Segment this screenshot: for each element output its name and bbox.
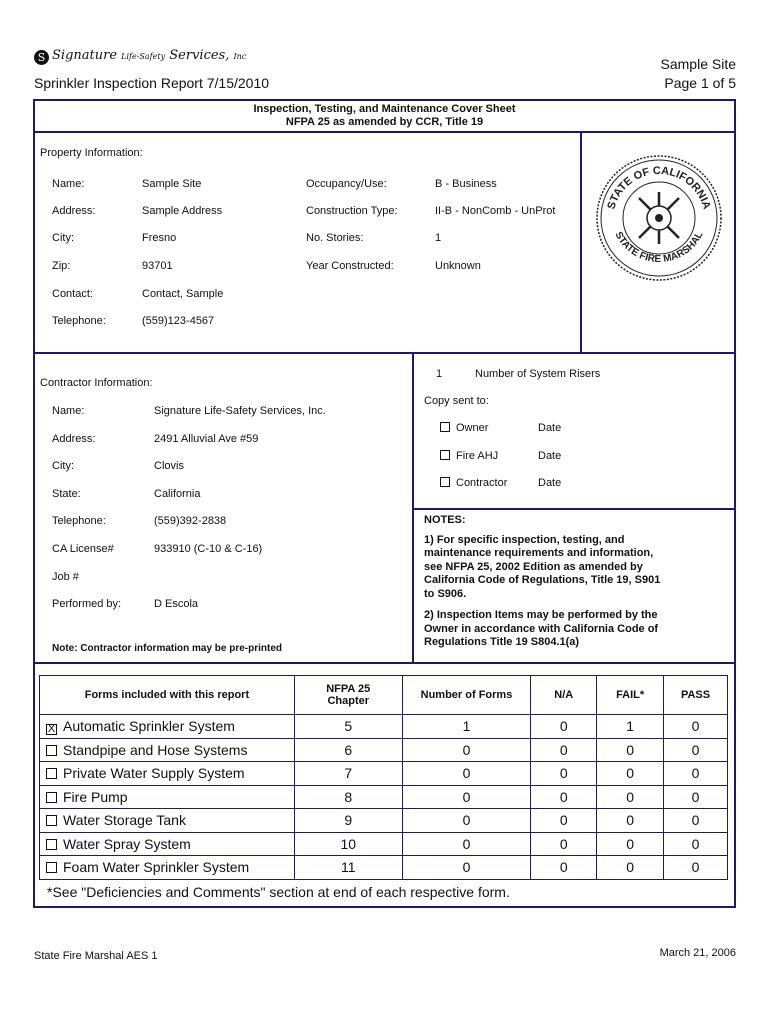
note-1-line-1: 1) For specific inspection, testing, and [424,533,625,546]
form-number-cell: 0 [402,785,531,809]
contractor-address-label: Address: [52,433,96,445]
table-row [40,738,728,762]
note-2-line-2: Owner in accordance with California Code of [424,622,659,635]
note-2-line-3: Regulations Title 19 S804.1(a) [424,636,580,648]
form-name: Private Water Supply System [63,765,245,782]
page-number: Page 1 of 5 [664,75,736,91]
form-pass-cell: 0 [664,809,728,833]
copy-owner-date: Date [538,422,562,434]
form-fail-cell: 0 [597,738,664,762]
divider [33,662,736,664]
occupancy-value: B - Business [435,178,497,190]
owner-checkbox[interactable] [440,422,450,432]
form-number-cell: 0 [402,762,531,786]
stories-value: 1 [435,232,442,244]
notes-heading: NOTES: [424,514,466,526]
contractor-license-label: CA License# [52,543,114,555]
deficiencies-footnote: *See "Deficiencies and Comments" section at end of each respective form. [47,884,510,900]
footer-date: March 21, 2006 [659,947,736,959]
form-included-checkbox[interactable] [46,815,57,826]
company-logo: S Signature Life-Safety Services, Inc [34,48,246,65]
fire-ahj-checkbox[interactable] [440,450,450,460]
property-name: Sample Site [142,178,202,190]
property-heading: Property Information: [40,147,143,159]
table-row [40,809,728,833]
contractor-name-label: Name: [52,405,85,417]
form-included-checkbox[interactable]: X [47,722,56,735]
risers-label: Number of System Risers [475,368,601,380]
property-city: Fresno [142,232,177,244]
copy-fire-ahj: Fire AHJ [440,450,498,462]
year-value: Unknown [435,260,481,272]
logo-icon: S [34,50,49,65]
svg-text:STATE FIRE MARSHAL: STATE FIRE MARSHAL [612,230,706,266]
form-number-cell: 0 [402,856,531,880]
form-pass-cell: 0 [664,762,728,786]
form-na-cell: 0 [531,856,597,880]
form-name-cell [40,856,295,880]
contractor-checkbox[interactable] [440,477,450,487]
form-chapter-cell: 11 [294,856,402,880]
cover-title-line1: Inspection, Testing, and Maintenance Cover Sheet [253,103,516,115]
copy-owner: Owner [440,422,488,434]
contractor-performed-by: D Escola [154,598,199,610]
form-number-cell: 0 [402,738,531,762]
table-row [40,715,728,739]
form-chapter-cell: 5 [294,715,402,739]
property-telephone: (559)123-4567 [142,315,215,327]
form-name: Water Storage Tank [63,812,186,829]
copy-fire-ahj-date: Date [538,450,562,462]
copy-contractor: Contractor [440,477,507,489]
report-title: Sprinkler Inspection Report 7/15/2010 [34,75,270,91]
form-fail-cell: 0 [597,762,664,786]
forms-table [39,675,728,880]
copy-contractor-date: Date [538,477,562,489]
form-name: Automatic Sprinkler System [63,717,235,734]
table-row [40,762,728,786]
form-number-cell: 0 [402,832,531,856]
header-chapter: NFPA 25 Chapter [294,676,402,715]
form-name-cell [40,785,295,809]
form-fail-cell: 0 [597,856,664,880]
contractor-state-label: State: [52,488,81,500]
svg-text:STATE OF CALIFORNIA: STATE OF CALIFORNIA [605,164,713,211]
property-telephone-label: Telephone: [52,315,106,327]
occupancy-label: Occupancy/Use: [306,178,387,190]
state-fire-marshal-seal [595,154,723,284]
form-included-checkbox[interactable] [46,792,57,803]
stories-label: No. Stories: [306,232,364,244]
divider [33,131,736,133]
contractor-telephone-label: Telephone: [52,515,106,527]
site-name: Sample Site [660,56,736,72]
property-zip: 93701 [142,260,173,272]
form-chapter-cell: 8 [294,785,402,809]
year-label: Year Constructed: [306,260,394,272]
form-name: Foam Water Sprinkler System [63,859,250,876]
contractor-state: California [154,488,201,500]
form-name: Water Spray System [63,835,191,852]
contractor-address: 2491 Alluvial Ave #59 [154,433,259,445]
divider [580,131,582,353]
form-name-cell [40,738,295,762]
contractor-job-label: Job # [52,571,79,583]
form-na-cell: 0 [531,738,597,762]
form-included-checkbox[interactable] [46,839,57,850]
form-na-cell: 0 [531,785,597,809]
contractor-city: Clovis [154,460,184,472]
contractor-telephone: (559)392-2838 [154,515,227,527]
form-fail-cell: 1 [597,715,664,739]
property-contact-label: Contact: [52,288,93,300]
header-forms: Forms included with this report [40,676,295,715]
contractor-license: 933910 (C-10 & C-16) [154,543,263,555]
property-name-label: Name: [52,178,85,190]
form-pass-cell: 0 [664,832,728,856]
form-pass-cell: 0 [664,715,728,739]
note-2-line-1: 2) Inspection Items may be performed by the [424,609,658,621]
risers-count: 1 [436,368,443,380]
cover-title-line2: NFPA 25 as amended by CCR, Title 19 [285,116,484,128]
form-na-cell: 0 [531,715,597,739]
copy-sent-heading: Copy sent to: [424,395,489,407]
header-pass: PASS [664,676,728,715]
footer-form-id: State Fire Marshal AES 1 [34,950,158,962]
contractor-performed-label: Performed by: [52,598,122,610]
property-zip-label: Zip: [52,260,71,272]
form-na-cell: 0 [531,832,597,856]
form-included-checkbox[interactable] [46,745,57,756]
notes-panel [424,514,660,650]
form-included-checkbox[interactable] [46,862,57,873]
form-number-cell: 1 [402,715,531,739]
form-chapter-cell: 9 [294,809,402,833]
note-1-line-4: California Code of Regulations, Title 19, S901 [424,574,661,586]
form-na-cell: 0 [531,762,597,786]
property-address-label: Address: [52,205,96,217]
table-row [40,832,728,856]
form-name: Fire Pump [63,788,128,805]
table-row [40,785,728,809]
form-name-cell [40,832,295,856]
form-fail-cell: 0 [597,809,664,833]
divider [412,508,736,510]
construction-value: II-B - NonComb - UnProt [435,205,556,217]
form-name: Standpipe and Hose Systems [63,741,248,758]
form-pass-cell: 0 [664,856,728,880]
forms-table-header [40,676,728,715]
property-address: Sample Address [142,205,223,217]
header-fail: FAIL* [597,676,664,715]
contractor-note: Note: Contractor information may be pre-printed [52,643,283,654]
contractor-name: Signature Life-Safety Services, Inc. [154,405,326,417]
form-chapter-cell: 10 [294,832,402,856]
divider [33,352,736,354]
form-chapter-cell: 6 [294,738,402,762]
note-1-line-3: see NFPA 25, 2002 Edition as amended by [424,560,643,573]
contractor-city-label: City: [52,460,74,472]
form-fail-cell: 0 [597,785,664,809]
form-name-cell [40,762,295,786]
form-na-cell: 0 [531,809,597,833]
form-name-cell [40,715,295,739]
header-number: Number of Forms [402,676,531,715]
table-row [40,856,728,880]
header-na: N/A [531,676,597,715]
form-number-cell: 0 [402,809,531,833]
construction-label: Construction Type: [306,205,398,217]
form-chapter-cell: 7 [294,762,402,786]
contractor-heading: Contractor Information: [40,377,153,389]
form-pass-cell: 0 [664,785,728,809]
form-name-cell [40,809,295,833]
form-fail-cell: 0 [597,832,664,856]
note-1-line-2: maintenance requirements and information, [424,547,654,559]
property-city-label: City: [52,232,74,244]
property-contact: Contact, Sample [142,288,224,300]
note-1-line-5: to S906. [424,587,467,600]
form-pass-cell: 0 [664,738,728,762]
form-included-checkbox[interactable] [46,768,57,779]
